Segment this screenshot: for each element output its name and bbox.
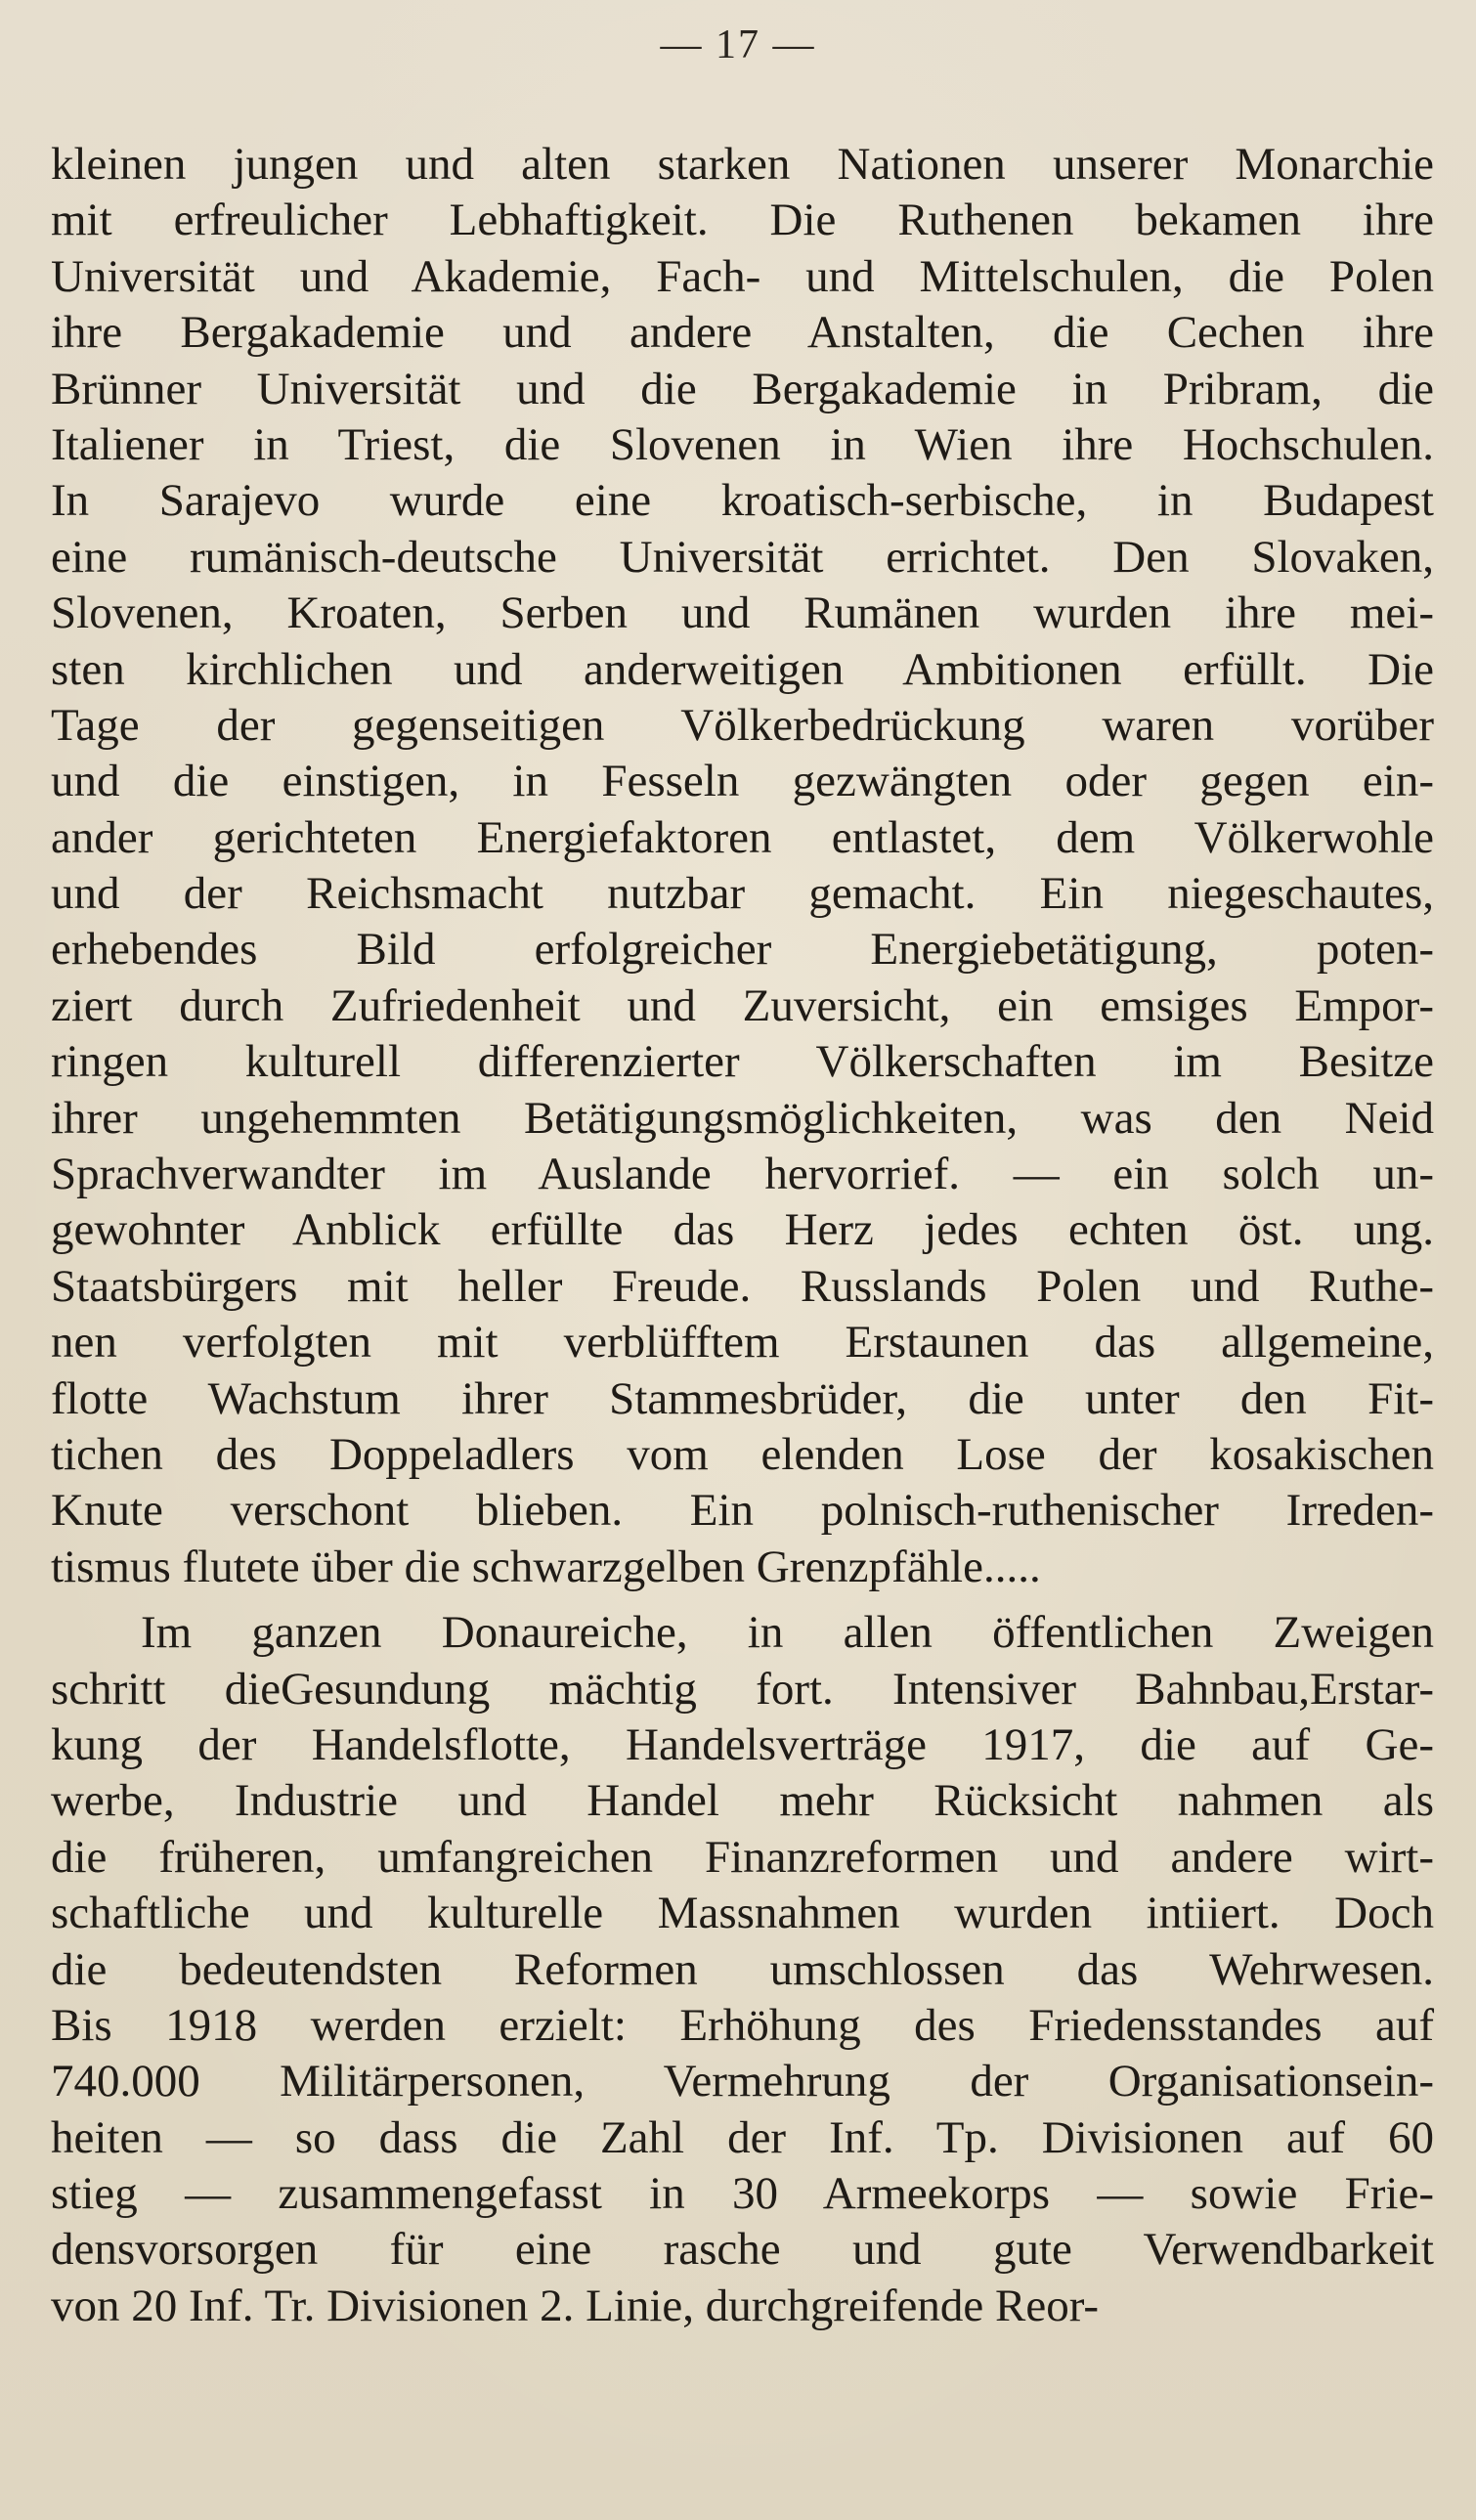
text-line: erhebendes Bild erfolgreicher Energiebetätigung, poten- bbox=[51, 924, 1434, 976]
text-line: Sprachverwandter im Auslande hervorrief. — ein solch un- bbox=[51, 1149, 1434, 1200]
paragraph bbox=[51, 1605, 1434, 2334]
text-line: Italiener in Triest, die Slovenen in Wien ihre Hochschulen. bbox=[51, 418, 1434, 470]
text-line: stieg — zusammengefasst in 30 Armeekorps — sowie Frie- bbox=[51, 2168, 1434, 2220]
text-line: die früheren, umfangreichen Finanzreformen und andere wirt- bbox=[51, 1831, 1434, 1883]
text-line: die bedeutendsten Reformen umschlossen das Wehrwesen. bbox=[51, 1943, 1434, 1995]
text-line: Staatsbürgers mit heller Freude. Russlands Polen und Ruthe- bbox=[51, 1260, 1434, 1312]
text-line: ihre Bergakademie und andere Anstalten, die Cechen ihre bbox=[51, 307, 1434, 359]
text-line: schritt dieGesundung mächtig fort. Intensiver Bahnbau,Erstar- bbox=[51, 1663, 1434, 1715]
text-line: mit erfreulicher Lebhaftigkeit. Die Ruthenen bekamen ihre bbox=[51, 195, 1434, 246]
page-number: — 17 — bbox=[660, 22, 816, 67]
text-line: von 20 Inf. Tr. Divisionen 2. Linie, durchgreifende Reor- bbox=[51, 2280, 1100, 2331]
text-line: gewohnter Anblick erfüllte das Herz jedes echten öst. ung. bbox=[51, 1204, 1434, 1256]
text-line: und die einstigen, in Fesseln gezwängten oder gegen ein- bbox=[51, 756, 1434, 807]
text-line: werbe, Industrie und Handel mehr Rücksicht nahmen als bbox=[51, 1775, 1434, 1827]
text-line: sten kirchlichen und anderweitigen Ambitionen erfüllt. Die bbox=[51, 643, 1434, 695]
text-line: Slovenen, Kroaten, Serben und Rumänen wurden ihre mei- bbox=[51, 587, 1434, 639]
text-line: ihrer ungehemmten Betätigungsmöglichkeiten, was den Neid bbox=[51, 1092, 1434, 1144]
text-line: nen verfolgten mit verblüfftem Erstaunen das allgemeine, bbox=[51, 1317, 1434, 1369]
text-line: ringen kulturell differenzierter Völkerschaften im Besitze bbox=[51, 1036, 1434, 1088]
paragraph bbox=[51, 137, 1434, 1595]
text-line: Knute verschont blieben. Ein polnisch-ruthenischer Irreden- bbox=[51, 1485, 1434, 1537]
text-line: ander gerichteten Energiefaktoren entlastet, dem Völkerwohle bbox=[51, 811, 1434, 863]
text-line: und der Reichsmacht nutzbar gemacht. Ein niegeschautes, bbox=[51, 868, 1434, 920]
text-line: Tage der gegenseitigen Völkerbedrückung waren vorüber bbox=[51, 699, 1434, 751]
text-line: kleinen jungen und alten starken Nationen unserer Monarchie bbox=[51, 139, 1434, 190]
text-line: heiten — so dass die Zahl der Inf. Tp. Divisionen auf 60 bbox=[51, 2111, 1434, 2163]
text-line: Bis 1918 werden erzielt: Erhöhung des Friedensstandes auf bbox=[51, 1999, 1434, 2051]
text-line: schaftliche und kulturelle Massnahmen wurden intiiert. Doch bbox=[51, 1888, 1434, 1939]
text-line: densvorsorgen für eine rasche und gute Verwendbarkeit bbox=[51, 2224, 1434, 2276]
text-line: Im ganzen Donaureiche, in allen öffentlichen Zweigen bbox=[141, 1607, 1434, 1659]
text-line: tichen des Doppeladlers vom elenden Lose der kosakischen bbox=[51, 1428, 1434, 1480]
text-line: tismus flutete über die schwarzgelben Grenzpfähle..... bbox=[51, 1541, 1041, 1592]
text-line: 740.000 Militärpersonen, Vermehrung der Organisationsein- bbox=[51, 2056, 1434, 2107]
text-line: Universität und Akademie, Fach- und Mittelschulen, die Polen bbox=[51, 250, 1434, 302]
text-line: In Sarajevo wurde eine kroatisch-serbische, in Budapest bbox=[51, 475, 1434, 527]
paragraph-gap bbox=[51, 1595, 1434, 1605]
text-line: Brünner Universität und die Bergakademie in Pribram, die bbox=[51, 363, 1434, 414]
text-line: flotte Wachstum ihrer Stammesbrüder, die unter den Fit- bbox=[51, 1372, 1434, 1424]
text-line: kung der Handelsflotte, Handelsverträge 1917, die auf Ge- bbox=[51, 1718, 1434, 1770]
text-line: ziert durch Zufriedenheit und Zuversicht, ein emsiges Empor- bbox=[51, 979, 1434, 1031]
text-line: eine rumänisch-deutsche Universität errichtet. Den Slovaken, bbox=[51, 531, 1434, 583]
body-text bbox=[51, 137, 1434, 2334]
